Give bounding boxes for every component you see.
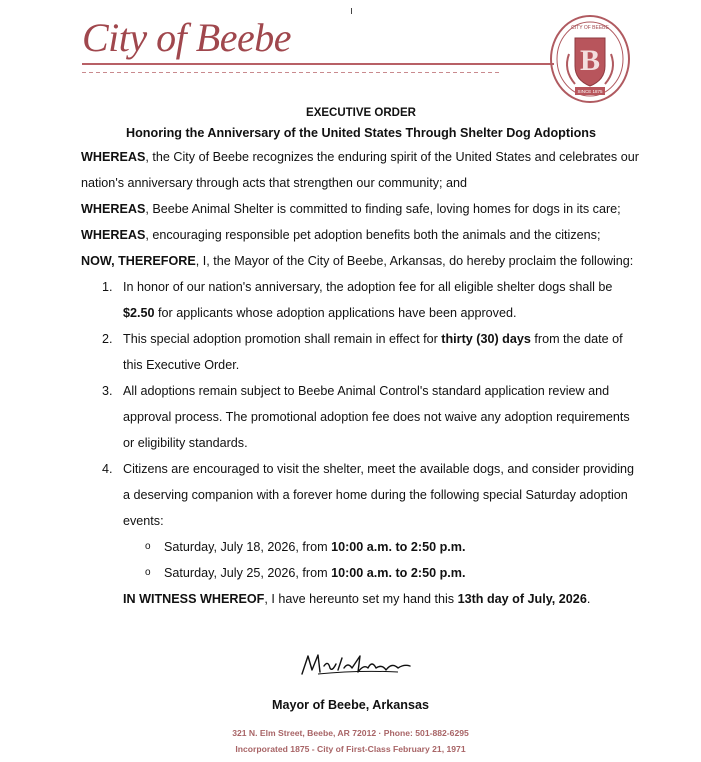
witness-end: . xyxy=(586,592,591,606)
page-tick-mark xyxy=(351,8,352,14)
whereas-text: , Beebe Animal Shelter is committed to finding safe, loving homes for dogs in its care; xyxy=(145,202,621,216)
witness-text: , I have hereunto set my hand this xyxy=(264,592,458,606)
event-text: Saturday, July 25, 2026, from xyxy=(164,566,332,580)
footer-address: 321 N. Elm Street, Beebe, AR 72012 · Phone: 501-882-6295 xyxy=(232,728,469,738)
order-body xyxy=(81,104,641,612)
letterhead-rule-dashed xyxy=(82,72,502,73)
list-number: 2. xyxy=(102,332,113,346)
list-item xyxy=(81,326,641,378)
now-therefore-paragraph xyxy=(81,248,641,274)
list-text: All adoptions remain subject to Beebe Animal Control's standard application review and approval process. The promotional adoption fee does not waive any adoption requirements or eligibility standards. xyxy=(123,384,630,450)
event-time: 10:00 a.m. to 2:50 p.m. xyxy=(331,540,466,554)
seal-bottom-text: SINCE 1875 xyxy=(577,89,603,94)
list-number: 1. xyxy=(102,280,113,294)
footer-incorporation: Incorporated 1875 - City of First-Class February 21, 1971 xyxy=(235,744,466,754)
witness-paragraph xyxy=(81,586,641,612)
list-bold: $2.50 xyxy=(123,306,155,320)
mayor-signature xyxy=(298,650,413,680)
list-number: 3. xyxy=(102,384,113,398)
list-number: 4. xyxy=(102,462,113,476)
city-logo-text: City of Beebe xyxy=(82,15,291,60)
list-item xyxy=(81,274,641,326)
city-seal-icon xyxy=(549,14,631,104)
signer-title: Mayor of Beebe, Arkansas xyxy=(271,698,430,712)
order-title: EXECUTIVE ORDER xyxy=(306,107,416,119)
order-subtitle: Honoring the Anniversary of the United States Through Shelter Dog Adoptions xyxy=(126,126,596,140)
whereas-text: , the City of Beebe recognizes the enduring spirit of the United States and celebrates our nation's anniversary through acts that strengthen our community; and xyxy=(81,150,639,190)
seal-letter: B xyxy=(579,44,601,77)
proclamation-list xyxy=(81,274,641,534)
whereas-lead: WHEREAS xyxy=(81,202,146,216)
whereas-text: , encouraging responsible pet adoption benefits both the animals and the citizens; xyxy=(145,228,601,242)
seal-top-text: CITY OF BEEBE xyxy=(571,25,609,31)
list-text: from the date of this Executive Order. xyxy=(123,332,623,372)
bullet-icon: o xyxy=(145,541,151,552)
event-text: Saturday, July 18, 2026, from xyxy=(164,540,332,554)
whereas-lead: WHEREAS xyxy=(81,150,146,164)
list-item xyxy=(81,456,641,534)
list-text: In honor of our nation's anniversary, the adoption fee for all eligible shelter dogs shall be xyxy=(123,280,613,294)
whereas-paragraph-3 xyxy=(81,222,641,248)
event-time: 10:00 a.m. to 2:50 p.m. xyxy=(331,566,466,580)
now-therefore-lead: NOW, THEREFORE xyxy=(81,254,196,268)
now-therefore-text: , I, the Mayor of the City of Beebe, Arkansas, do hereby proclaim the following: xyxy=(195,254,634,268)
list-text: for applicants whose adoption applications have been approved. xyxy=(154,306,517,320)
list-text: This special adoption promotion shall remain in effect for xyxy=(123,332,442,346)
whereas-lead: WHEREAS xyxy=(81,228,146,242)
list-item xyxy=(81,378,641,456)
witness-date: 13th day of July, 2026 xyxy=(457,592,587,606)
witness-lead: IN WITNESS WHEREOF xyxy=(123,592,265,606)
letterhead-rule xyxy=(82,63,554,65)
event-item xyxy=(81,534,641,560)
event-item xyxy=(81,560,641,586)
bullet-icon: o xyxy=(145,567,151,578)
whereas-paragraph-1 xyxy=(81,144,641,196)
whereas-paragraph-2 xyxy=(81,196,641,222)
list-bold: thirty (30) days xyxy=(441,332,531,346)
list-text: Citizens are encouraged to visit the shelter, meet the available dogs, and consider providing a deserving companion with a forever home during the following special Saturday adoption events: xyxy=(123,462,635,528)
